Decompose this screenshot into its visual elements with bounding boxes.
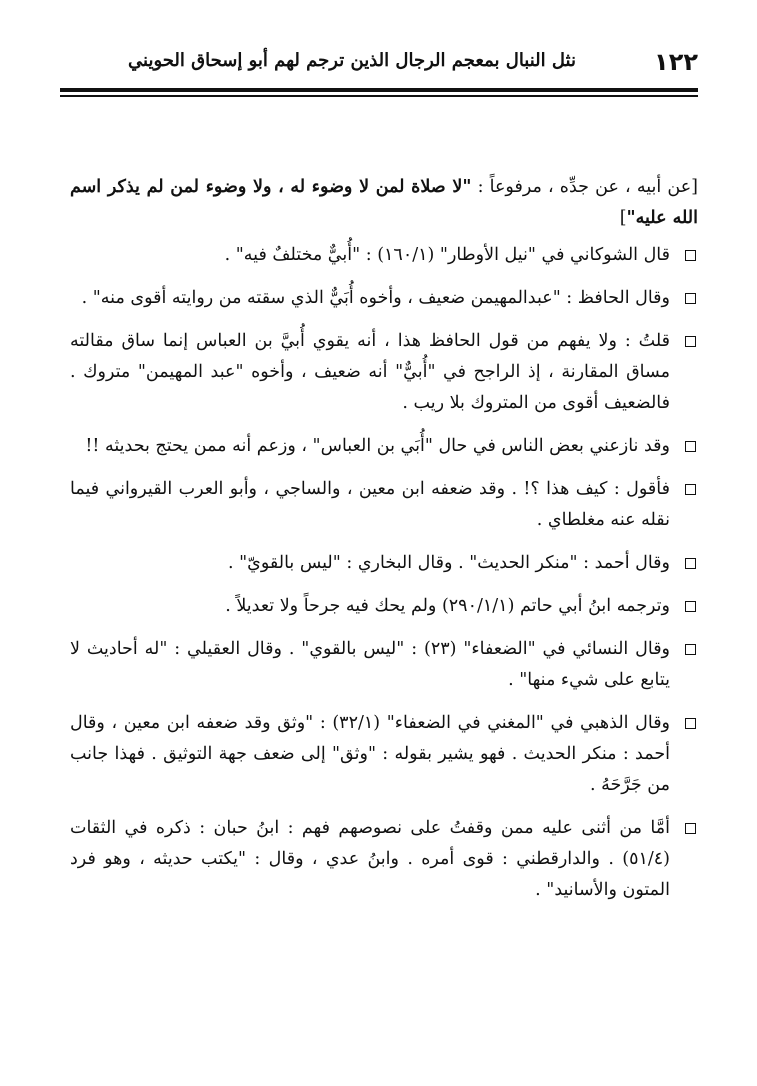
header-rule-thin [60, 95, 698, 97]
list-item [70, 548, 698, 579]
list-item [70, 283, 698, 314]
page-number: ١٢٢ [654, 48, 698, 76]
item-text: قال الشوكاني في "نيل الأوطار" (١٦٠/١) : "أُبيٌّ مختلفٌ فيه" . [224, 245, 670, 265]
item-text: فأقول : كيف هذا ؟! . وقد ضعفه ابن معين ، والساجي ، وأبو العرب القيرواني فيما نقله عنه مغلطاي . [70, 479, 670, 530]
item-text: قلتُ : ولا يفهم من قول الحافظ هذا ، أنه يقوي أُبيَّ بن العباس إنما ساق مقالته مساق المقارنة ، إذ الراجح في "أُبيٌّ" أنه ضعيف ، وأخوه "عبد المهيمن" متروك . فالضعيف أقوى من المتروك بلا ريب . [70, 331, 670, 413]
running-title: نثل النبال بمعجم الرجال الذين ترجم لهم أبو إسحاق الحويني [128, 50, 576, 71]
checkbox-bullet-icon [685, 601, 696, 612]
intro-text: [عن أبيه ، عن جدِّه ، مرفوعاً : [471, 177, 698, 197]
list-item [70, 326, 698, 419]
page-header [60, 40, 698, 84]
checkbox-bullet-icon [685, 558, 696, 569]
checkbox-bullet-icon [685, 250, 696, 261]
checkbox-bullet-icon [685, 718, 696, 729]
header-rule-thick [60, 88, 698, 92]
checkbox-bullet-icon [685, 484, 696, 495]
item-text: وقد نازعني بعض الناس في حال "أُبَي بن العباس" ، وزعم أنه ممن يحتج بحديثه !! [85, 436, 670, 456]
intro-closing-bracket: ] [619, 208, 627, 228]
checkbox-bullet-icon [685, 441, 696, 452]
list-item [70, 591, 698, 622]
item-text: وقال النسائي في "الضعفاء" (٢٣) : "ليس بالقوي" . وقال العقيلي : "له أحاديث لا يتابع على شيء منها" . [70, 639, 671, 690]
item-text: وقال أحمد : "منكر الحديث" . وقال البخاري : "ليس بالقويّ" . [227, 553, 670, 573]
item-text: وترجمه ابنُ أبي حاتم (٢٩٠/١/١) ولم يحك فيه جرحاً ولا تعديلاً . [225, 596, 670, 616]
item-text: أمَّا من أثنى عليه ممن وقفتُ على نصوصهم فهم : ابنُ حبان : ذكره في الثقات (٥١/٤) . والدارقطني : قوى أمره . وابنُ عدي ، وقال : "يكتب حديثه ، وهو فرد المتون والأسانيد" . [70, 818, 670, 900]
checkbox-bullet-icon [685, 293, 696, 304]
list-item [70, 474, 698, 536]
page-body [70, 172, 698, 918]
list-item [70, 431, 698, 462]
checkbox-bullet-icon [685, 644, 696, 655]
list-item [70, 708, 698, 801]
checkbox-bullet-icon [685, 336, 696, 347]
list-item [70, 240, 698, 271]
item-text: وقال الذهبي في "المغني في الضعفاء" (٣٢/١) : "وثق وقد ضعفه ابن معين ، وقال أحمد : منكر الحديث . فهو يشير بقوله : "وثق" إلى ضعف جهة التوثيق . فهذا جانب من جَرَّحَهُ . [70, 713, 671, 795]
item-text: وقال الحافظ : "عبدالمهيمن ضعيف ، وأخوه أُبَيٌّ الذي سقته من روايته أقوى منه" . [81, 288, 670, 308]
intro-paragraph [70, 172, 698, 234]
list-item [70, 813, 698, 906]
checkbox-bullet-icon [685, 823, 696, 834]
intro-hadith-text: "لا صلاة لمن لا وضوء له ، ولا وضوء لمن لم يذكر اسم الله عليه" [70, 177, 698, 228]
list-item [70, 634, 698, 696]
